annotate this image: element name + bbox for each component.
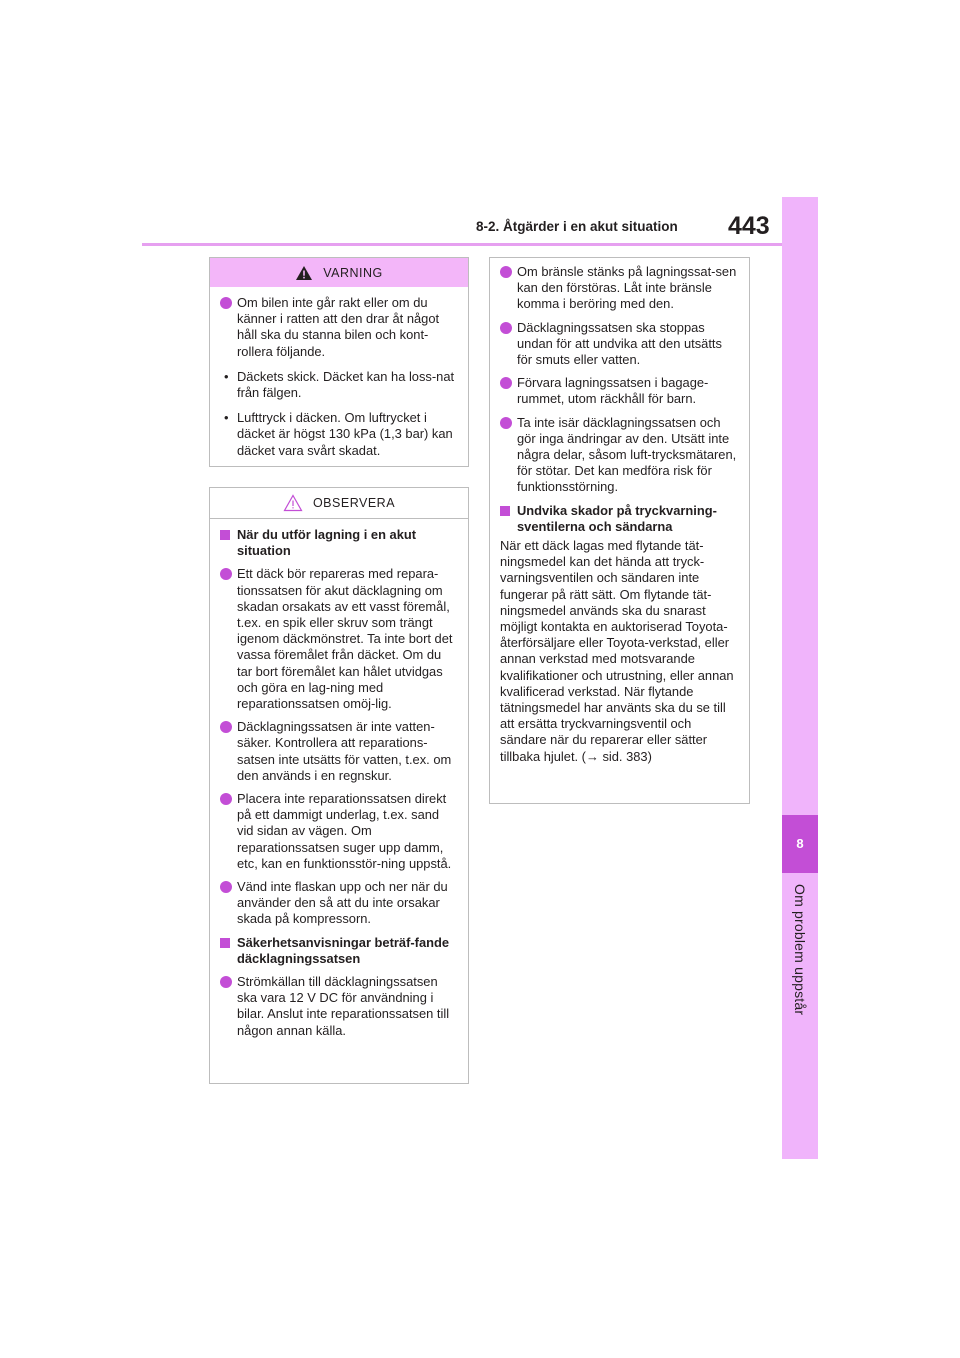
paragraph: När ett däck lagas med flytande tät-ningsmedel kan det hända att tryck-varningsventilen och sändaren inte fungerar på rätt sätt. Om flytande tät-ningsmedel används ska du snarast möjligt kontakta en auktoriserad Toyota-återförsäljare eller Toyota-verkstad, eller annan verkstad med motsvarande kvalifikationer och utrustning, eller annan kvalificerad verkstad. När flytande tätningsmedel har använts ska du se till att ersätta tryckvarningsventil och sändare när du reparerar eller sätter tillbaka hjulet. (→ sid. 383): [500, 538, 734, 764]
notice-header: [210, 488, 468, 519]
list-item: [220, 410, 458, 459]
dot-bullet-icon: [220, 297, 232, 309]
list-item: [500, 320, 739, 369]
list-item: [220, 566, 458, 712]
header-rule: [142, 243, 782, 246]
dot-bullet-icon: [500, 377, 512, 389]
warning-box: [209, 257, 469, 467]
item-text: Däcklagningssatsen är inte vatten-säker. Kontrollera att reparations-satsen inte utsätts för vatten, t.ex. om den används i en regnskur.: [237, 719, 452, 783]
item-text: Vänd inte flaskan upp och ner när du använder den så att du inte orsakar skada på kompressorn.: [237, 879, 448, 927]
list-heading: [220, 527, 458, 559]
heading-text: Säkerhetsanvisningar beträf-fande däcklagningssatsen: [237, 934, 450, 966]
chapter-title: Om problem uppstår: [792, 884, 808, 1016]
list-heading: [500, 503, 739, 535]
item-text: Ett däck bör repareras med repara-tionssatsen för akut däcklagning om skadan orsakats av ett vasst föremål, t.ex. en spik eller skruv som trängt igenom däckmönstret. Ta inte bort det vassa föremålet från däcket. Om du tar bort föremålet kan hålet utvidgas och göra en lag-ning med reparationssatsen omöj-lig.: [237, 566, 453, 712]
list-item: [500, 415, 739, 496]
dot-bullet-icon: [220, 568, 232, 580]
dot-bullet-icon: [220, 976, 232, 988]
list-item: [220, 791, 458, 872]
list-item: [220, 879, 458, 928]
section-title: 8-2. Åtgärder i en akut situation: [476, 219, 678, 234]
square-bullet-icon: [220, 938, 230, 948]
item-text: Däcklagningssatsen ska stoppas undan för att undvika att den utsätts för smuts eller vatten.: [517, 319, 722, 368]
notice-title: OBSERVERA: [312, 496, 396, 510]
notice-body: [210, 519, 468, 1047]
list-item: [220, 719, 458, 784]
page-number: 443: [728, 212, 770, 240]
notice-box: [209, 487, 469, 1084]
warning-body: [210, 287, 468, 467]
small-bullet-icon: •: [224, 368, 229, 384]
list-item: [220, 974, 458, 1039]
dot-bullet-icon: [500, 322, 512, 334]
dot-bullet-icon: [500, 417, 512, 429]
warning-bullet: Däckets skick. Däcket kan ha loss-nat från fälgen.: [237, 368, 455, 401]
square-bullet-icon: [500, 506, 510, 516]
notice-continuation-box: [489, 257, 750, 804]
warning-title: VARNING: [323, 265, 383, 280]
list-item: [220, 369, 458, 401]
dot-bullet-icon: [220, 721, 232, 733]
heading-text: När du utför lagning i en akut situation: [237, 527, 417, 559]
warning-triangle-icon: [295, 265, 313, 281]
list-item: [500, 264, 739, 313]
list-item: [500, 375, 739, 407]
dot-bullet-icon: [500, 266, 512, 278]
heading-text: Undvika skador på tryckvarning-sventilerna och sändarna: [517, 502, 717, 534]
square-bullet-icon: [220, 530, 230, 540]
dot-bullet-icon: [220, 881, 232, 893]
item-text: Ta inte isär däcklagningssatsen och gör inga ändringar av den. Utsätt inte några delar, såsom luft-trycksmätaren, för stötar. Det kan medföra risk för funktionsstörning.: [517, 414, 737, 495]
warning-bullet: Lufttryck i däcken. Om luftrycket i däcket är högst 130 kPa (1,3 bar) kan däcket vara svårt skadat.: [237, 410, 453, 458]
chapter-number: 8: [796, 836, 804, 851]
list-item: [220, 295, 458, 360]
dot-bullet-icon: [220, 793, 232, 805]
warning-header: [210, 258, 468, 287]
item-text: Förvara lagningssatsen i bagage-rummet, utom räckhåll för barn.: [517, 375, 709, 407]
list-heading: [220, 935, 458, 967]
item-text: Placera inte reparationssatsen direkt på ett dammigt underlag, t.ex. sand vid sidan av vägen. Om reparationssatsen suger upp damm, etc, kan en funktionsstör-ning uppstå.: [237, 791, 452, 871]
caution-triangle-icon: [283, 494, 303, 512]
small-bullet-icon: •: [224, 410, 229, 426]
item-text: Strömkällan till däcklagningssatsen ska vara 12 V DC för användning i bilar. Anslut inte reparationssatsen till någon annan källa.: [237, 974, 450, 1038]
warning-intro: Om bilen inte går rakt eller om du känner i ratten att den drar åt något håll ska du stanna bilen och kont-rollera följande.: [237, 295, 440, 359]
item-text: Om bränsle stänks på lagningssat-sen kan den förstöras. Låt inte bränsle komma i beröring med den.: [517, 264, 737, 312]
continuation-body: [490, 258, 749, 773]
